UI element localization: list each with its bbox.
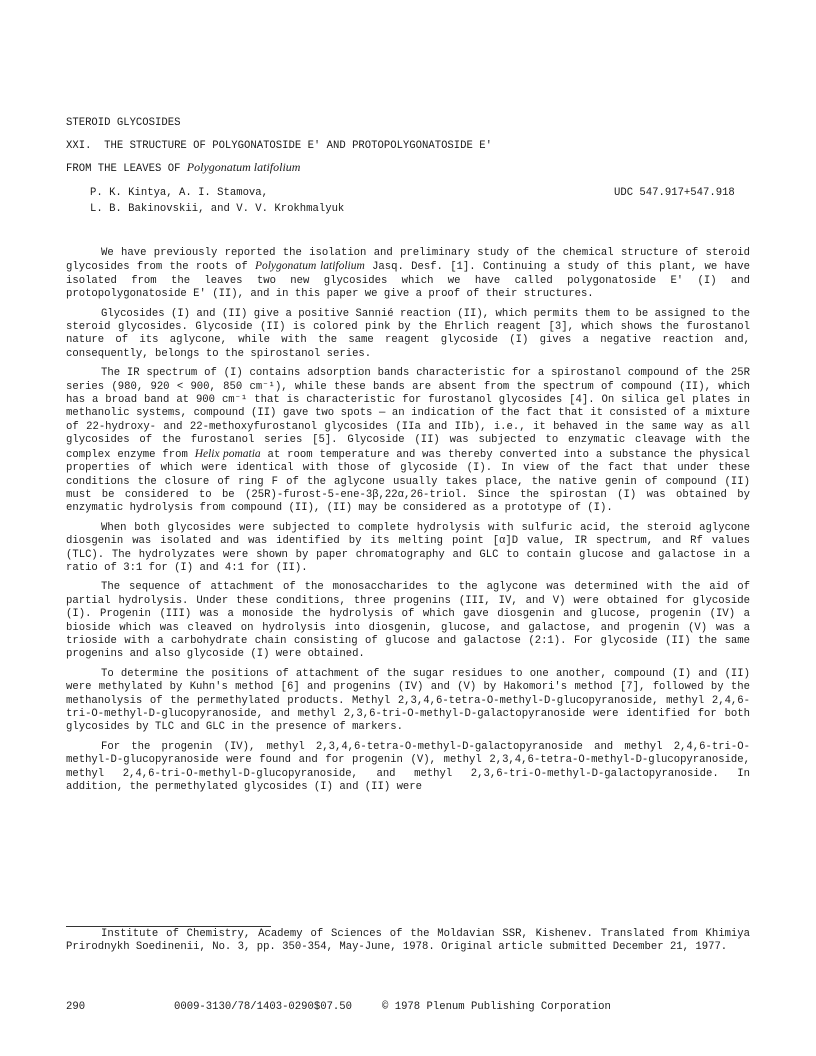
paragraph-3-text-c: at room temperature and was thereby converted into a substance the physical properties of which were identical with those of glycoside (I). In view of the fact that under these conditions the closure of ring F of the aglycone usually takes place, the native genin of compound (II) must be considered to be (25R)-furost-5-ene-3β,22α,26-triol. Since the spirostan (I) was obtained by enzymatic hydrolysis from compound (II), (II) may be considered as a prototype of (I). [66,448,750,515]
paragraph-1 [66,247,750,302]
footnote-divider [66,926,271,927]
series-heading: STEROID GLYCOSIDES [66,117,181,129]
affiliation-footnote: Institute of Chemistry, Academy of Sciences of the Moldavian SSR, Kishenev. Translated from Khimiya Prirodnykh Soedinenii, No. 3, pp. 350-354, May-June, 1978. Original article submitted December 21, 1977. [66,928,750,954]
paragraph-3-text-a: The IR spectrum of (I) contains adsorption bands characteristic for a spirostanol compound of the 25R series (980, 920 < 900, 850 cm⁻¹), while these bands are absent from the spectrum of compound (II), which has a broad band at 900 cm⁻¹ that is characteristic for furostanol glycosides [4]. On silica gel plates in methanolic systems, compound (II) gave two spots — an indication of the fact that it consisted of a mixture of 22-hydroxy- and 22-methoxyfurostanol glycosides (IIa and IIb), i.e., it behaved in the same way as all glycosides of the furostanol series [5]. Glycoside (II) was subjected to enzymatic cleavage with the complex enzyme from [66,367,750,461]
article-body [66,247,750,800]
paragraph-7: For the progenin (IV), methyl 2,3,4,6-tetra-O-methyl-D-galactopyranoside and methyl 2,4,6-tri-O-methyl-D-glucopyranoside were found and for progenin (V), methyl 2,3,4,6-tetra-O-methyl-D-glucopyranoside, methyl 2,4,6-tri-O-methyl-D-glucopyranoside, and methyl 2,3,6-tri-O-methyl-D-galactopyranoside. In addition, the permethylated glycosides (I) and (II) were [66,740,750,794]
paragraph-4: When both glycosides were subjected to complete hydrolysis with sulfuric acid, the steroid aglycone diosgenin was isolated and was identified by its melting point [α]D value, IR spectrum, and Rf values (TLC). The hydrolyzates were shown by paper chromatography and GLC to contain glucose and galactose in a ratio of 3:1 for (I) and 4:1 for (II). [66,521,750,574]
udc-code: UDC 547.917+547.918 [614,187,735,199]
title-species-name: Polygonatum latifolium [186,160,301,174]
article-title-line-1: XXI. THE STRUCTURE OF POLYGONATOSIDE E' AND PROTOPOLYGONATOSIDE E' [66,140,492,152]
copyright-notice: © 1978 Plenum Publishing Corporation [382,1001,611,1013]
article-title-line-2 [66,160,300,176]
price-code: 0009-3130/78/1403-0290$07.50 [174,1001,353,1013]
author-block [90,185,344,217]
author-line-1: P. K. Kintya, A. I. Stamova, [90,187,269,199]
author-line-2: L. B. Bakinovskii, and V. V. Krokhmalyuk [90,203,345,215]
paragraph-3-species: Helix pomatia [194,447,261,460]
paragraph-2: Glycosides (I) and (II) give a positive Sannié reaction (II), which permits them to be assigned to the steroid glycosides. Glycoside (II) is colored pink by the Ehrlich reagent [3], which shows the furostanol nature of its aglycone, while with the same reagent glycoside (I) gives a negative reaction and, consequently, belongs to the spirostanol series. [66,307,750,360]
title-prefix: FROM THE LEAVES OF [66,163,187,175]
paragraph-6: To determine the positions of attachment of the sugar residues to one another, compound (I) and (II) were methylated by Kuhn's method [6] and progenins (IV) and (V) by Hakomori's method [7], followed by the methanolysis of the permethylated products. Methyl 2,3,4,6-tetra-O-methyl-D-glucopyranoside, methyl 2,4,6-tri-O-methyl-D-glucopyranoside, and methyl 2,3,6-tri-O-methyl-D-galactopyranoside were identified for both glycosides by TLC and GLC in the presence of markers. [66,667,750,734]
paragraph-3 [66,367,750,515]
page-number: 290 [66,1001,86,1013]
paragraph-1-species: Polygonatum latifolium [254,260,365,273]
paragraph-5: The sequence of attachment of the monosaccharides to the aglycone was determined with the aid of partial hydrolysis. Under these conditions, three progenins (III, IV, and V) were obtained for glycoside (I). Progenin (III) was a monoside the hydrolysis of which gave diosgenin and glucose, progenin (IV) a bioside which was cleaved on hydrolysis into diosgenin, glucose, and galactose, and progenin (V) was a trioside with a carbohydrate chain consisting of glucose and galactose (2:1). For glycoside (II) the same progenins and also glycoside (I) were obtained. [66,581,750,661]
paragraph-1-text-a: We have previously reported the isolation and preliminary study of the chemical structure of steroid glycosides from the roots of [66,247,750,274]
paragraph-1-text-c: Jasq. Desf. [1]. Continuing a study of this plant, we have isolated from the leaves two new glycosides which we have called polygonatoside E' (I) and protopolygonatoside E' (II), and in this paper we give a proof of their structures. [66,261,750,301]
